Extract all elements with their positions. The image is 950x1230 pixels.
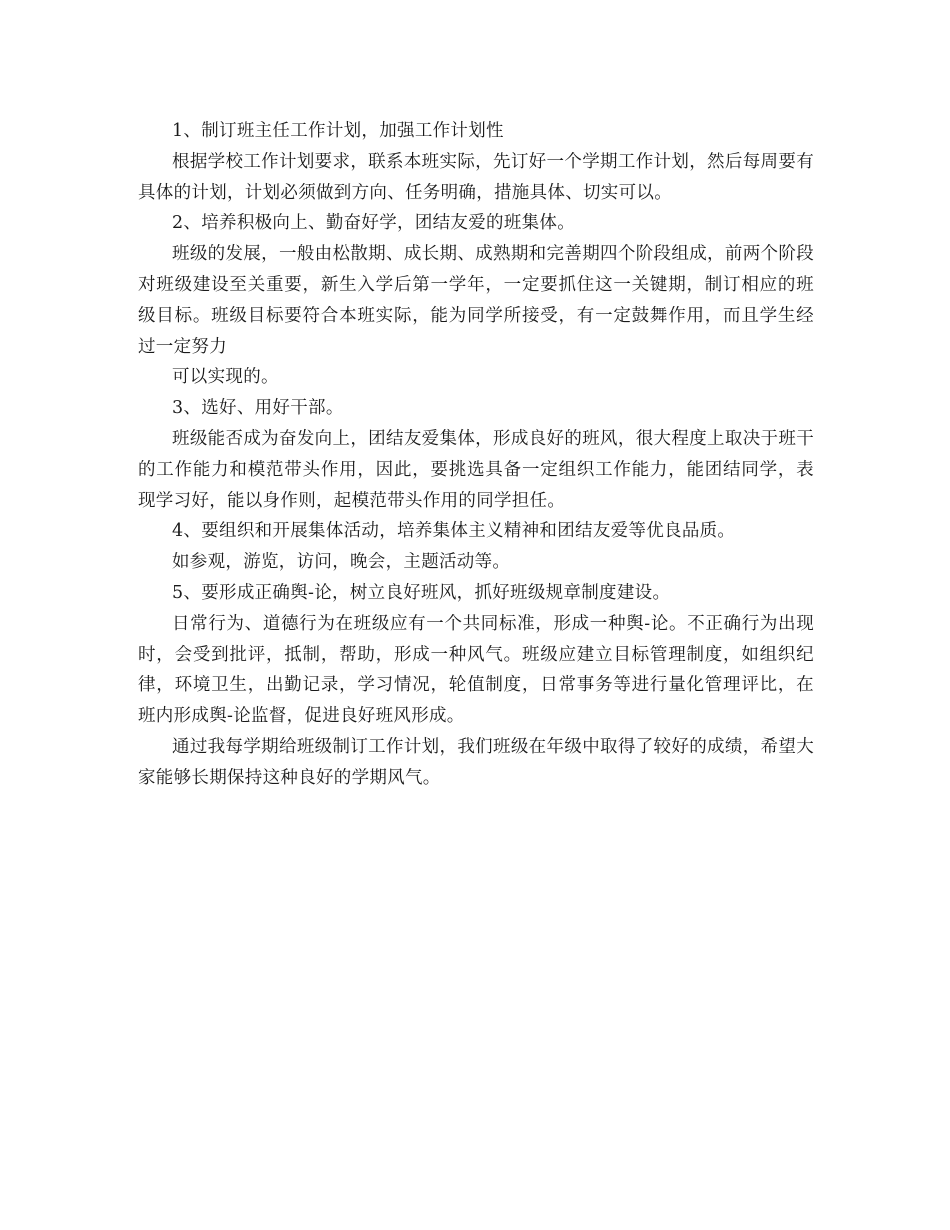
paragraph: 日常行为、道德行为在班级应有一个共同标准，形成一种舆-论。不正确行为出现时，会受到批评，抵制，帮助，形成一种风气。班级应建立目标管理制度，如组织纪律，环境卫生，出勤记录，学习情况，轮值制度，日常事务等进行量化管理评比，在班内形成舆-论监督，促进良好班风形成。 <box>138 613 814 727</box>
paragraph: 如参观，游览，访问，晚会，主题活动等。 <box>172 552 511 573</box>
paragraph: 可以实现的。 <box>172 367 279 388</box>
paragraph-heading-3: 3、选好、用好干部。 <box>172 398 344 419</box>
paragraph-heading-2: 2、培养积极向上、勤奋好学，团结友爱的班集体。 <box>172 213 576 234</box>
paragraph-conclusion: 通过我每学期给班级制订工作计划，我们班级在年级中取得了较好的成绩，希望大家能够长期保持这种良好的学期风气。 <box>138 736 814 788</box>
paragraph-heading-1: 1、制订班主任工作计划，加强工作计划性 <box>172 121 504 141</box>
paragraph-heading-4: 4、要组织和开展集体活动，培养集体主义精神和团结友爱等优良品质。 <box>172 521 736 542</box>
paragraph: 班级能否成为奋发向上，团结友爱集体，形成良好的班风，很大程度上取决于班干的工作能力和模范带头作用，因此，要挑选具备一定组织工作能力，能团结同学，表现学习好，能以身作则，起模范带头作用的同学担任。 <box>138 428 814 511</box>
paragraph-heading-5: 5、要形成正确舆-论，树立良好班风，抓好班级规章制度建设。 <box>172 582 671 603</box>
paragraph: 班级的发展，一般由松散期、成长期、成熟期和完善期四个阶段组成，前两个阶段对班级建设至关重要，新生入学后第一学年，一定要抓住这一关键期，制订相应的班级目标。班级目标要符合本班实际，能为同学所接受，有一定鼓舞作用，而且学生经过一定努力 <box>138 244 814 357</box>
document-body <box>138 116 814 794</box>
paragraph: 根据学校工作计划要求，联系本班实际，先订好一个学期工作计划，然后每周要有具体的计划，计划必须做到方向、任务明确，措施具体、切实可以。 <box>138 151 814 203</box>
